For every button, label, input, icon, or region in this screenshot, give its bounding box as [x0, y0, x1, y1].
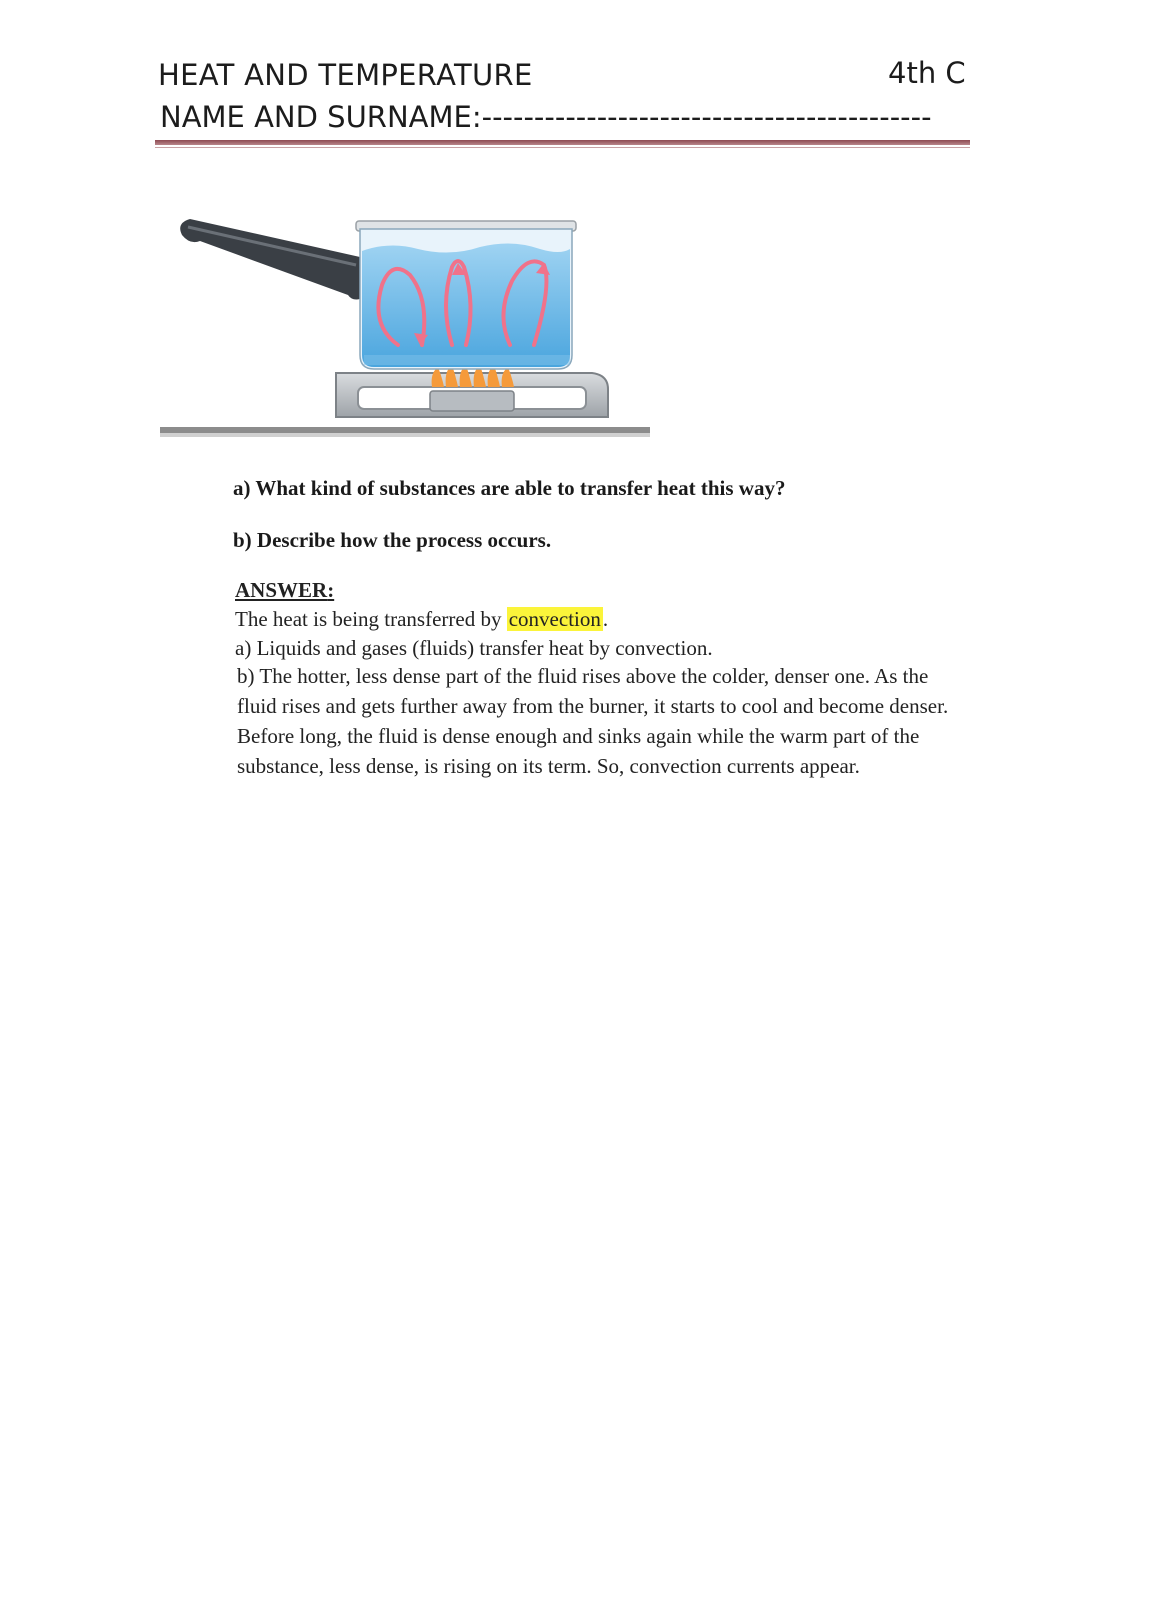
answer-line-1 — [235, 607, 608, 632]
name-surname-field[interactable]: NAME AND SURNAME:------------------------------------------- — [160, 100, 932, 134]
question-a: a) What kind of substances are able to transfer heat this way? — [233, 476, 786, 500]
countertop — [160, 427, 650, 433]
class-label: 4th C — [888, 56, 966, 90]
answer-line-1-suffix: . — [602, 607, 609, 631]
burner — [430, 391, 514, 411]
answer-line-1-prefix: The heat is being transferred by — [235, 607, 507, 631]
answer-paragraph-b: b) The hotter, less dense part of the fluid rises above the colder, denser one. As the fluid rises and gets further away from the burner, it starts to cool and become denser. Before long, the fluid is dense enough and sinks again while the warm part of the substance, less dense, is rising on its term. So, convection currents appear. — [237, 664, 949, 778]
question-b: b) Describe how the process occurs. — [233, 528, 552, 552]
answer-heading — [235, 578, 334, 603]
answer-line-2: a) Liquids and gases (fluids) transfer heat by convection. — [235, 636, 713, 660]
highlighted-term: convection — [508, 607, 601, 631]
answer-heading-colon: : — [327, 578, 335, 602]
answer-heading-text: ANSWER — [235, 578, 328, 602]
header-divider — [155, 140, 970, 145]
convection-pot-on-burner-illustration — [160, 205, 660, 460]
header-divider-thin — [155, 147, 970, 148]
worksheet-title: HEAT AND TEMPERATURE — [158, 58, 533, 92]
